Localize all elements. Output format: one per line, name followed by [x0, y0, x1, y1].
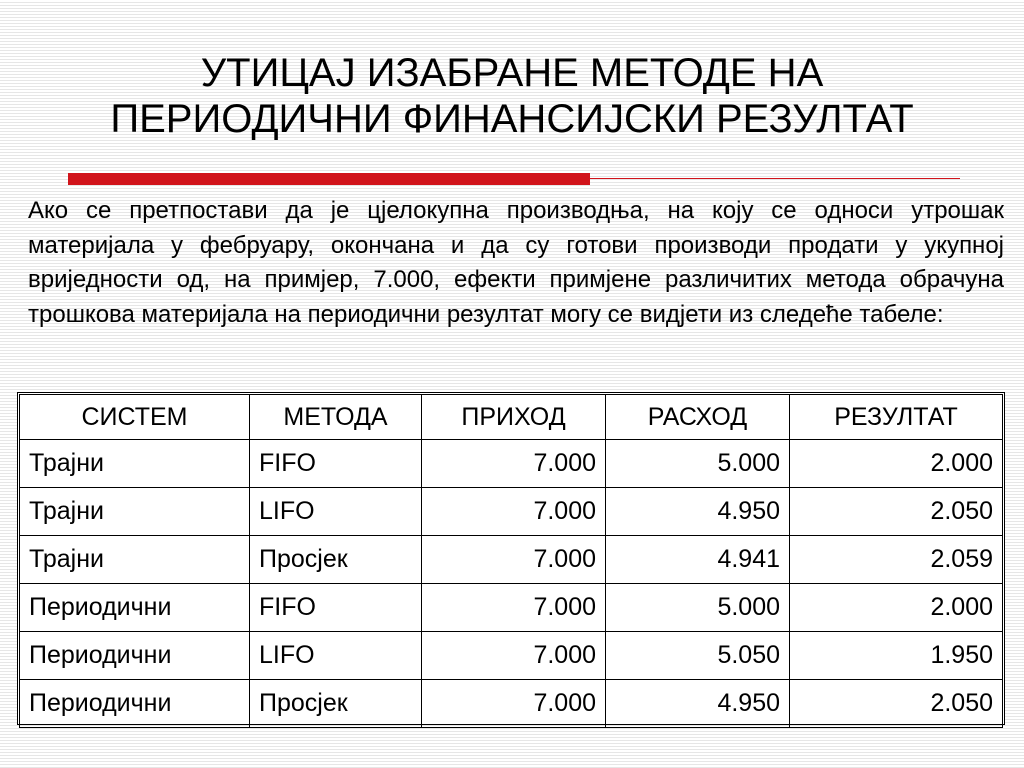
- cell-expense: 5.000: [606, 584, 790, 632]
- results-table: [19, 394, 1003, 728]
- cell-revenue: 7.000: [422, 536, 606, 584]
- cell-method: LIFO: [250, 488, 422, 536]
- slide-title-line-1: УТИЦАЈ ИЗАБРАНЕ МЕТОДЕ НА: [200, 51, 824, 95]
- cell-system: Трајни: [20, 536, 250, 584]
- cell-revenue: 7.000: [422, 584, 606, 632]
- cell-method: FIFO: [250, 584, 422, 632]
- results-table-frame: [17, 392, 1005, 725]
- cell-method: Просјек: [250, 680, 422, 728]
- cell-system: Трајни: [20, 440, 250, 488]
- table-row: [20, 488, 1003, 536]
- cell-system: Периодични: [20, 632, 250, 680]
- cell-result: 2.000: [790, 440, 1003, 488]
- cell-method: LIFO: [250, 632, 422, 680]
- cell-expense: 4.941: [606, 536, 790, 584]
- cell-method: Просјек: [250, 536, 422, 584]
- table-row: [20, 632, 1003, 680]
- cell-revenue: 7.000: [422, 680, 606, 728]
- cell-method: FIFO: [250, 440, 422, 488]
- cell-result: 2.059: [790, 536, 1003, 584]
- cell-result: 2.050: [790, 488, 1003, 536]
- cell-system: Периодични: [20, 680, 250, 728]
- slide-title-line-2: ПЕРИОДИЧНИ ФИНАНСИЈСКИ РЕЗУЛТАТ: [110, 97, 914, 141]
- slide-title: [0, 50, 1024, 142]
- cell-result: 2.000: [790, 584, 1003, 632]
- cell-system: Периодични: [20, 584, 250, 632]
- cell-result: 1.950: [790, 632, 1003, 680]
- cell-revenue: 7.000: [422, 632, 606, 680]
- cell-result: 2.050: [790, 680, 1003, 728]
- cell-expense: 5.050: [606, 632, 790, 680]
- table-row: [20, 584, 1003, 632]
- table-row: [20, 536, 1003, 584]
- cell-expense: 5.000: [606, 440, 790, 488]
- cell-expense: 4.950: [606, 488, 790, 536]
- cell-expense: 4.950: [606, 680, 790, 728]
- intro-paragraph: Ако се претпостави да је цјелокупна производња, на коју се односи утрошак материјала у фебруару, окончана и да су готови производи продати у укупној вриједности од, на примјер, 7.000, ефекти примјене различитих метода обрачуна трошкова материјала на периодични резултат могу се видјети из следеће табеле:: [28, 197, 1004, 328]
- header-revenue: ПРИХОД: [422, 395, 606, 440]
- header-expense: РАСХОД: [606, 395, 790, 440]
- table-row: [20, 680, 1003, 728]
- header-system: СИСТЕМ: [20, 395, 250, 440]
- cell-revenue: 7.000: [422, 488, 606, 536]
- header-result: РЕЗУЛТАТ: [790, 395, 1003, 440]
- table-header-row: [20, 395, 1003, 440]
- cell-system: Трајни: [20, 488, 250, 536]
- cell-revenue: 7.000: [422, 440, 606, 488]
- title-accent-line: [590, 178, 960, 179]
- title-accent-bar: [68, 173, 590, 185]
- header-method: МЕТОДА: [250, 395, 422, 440]
- table-row: [20, 440, 1003, 488]
